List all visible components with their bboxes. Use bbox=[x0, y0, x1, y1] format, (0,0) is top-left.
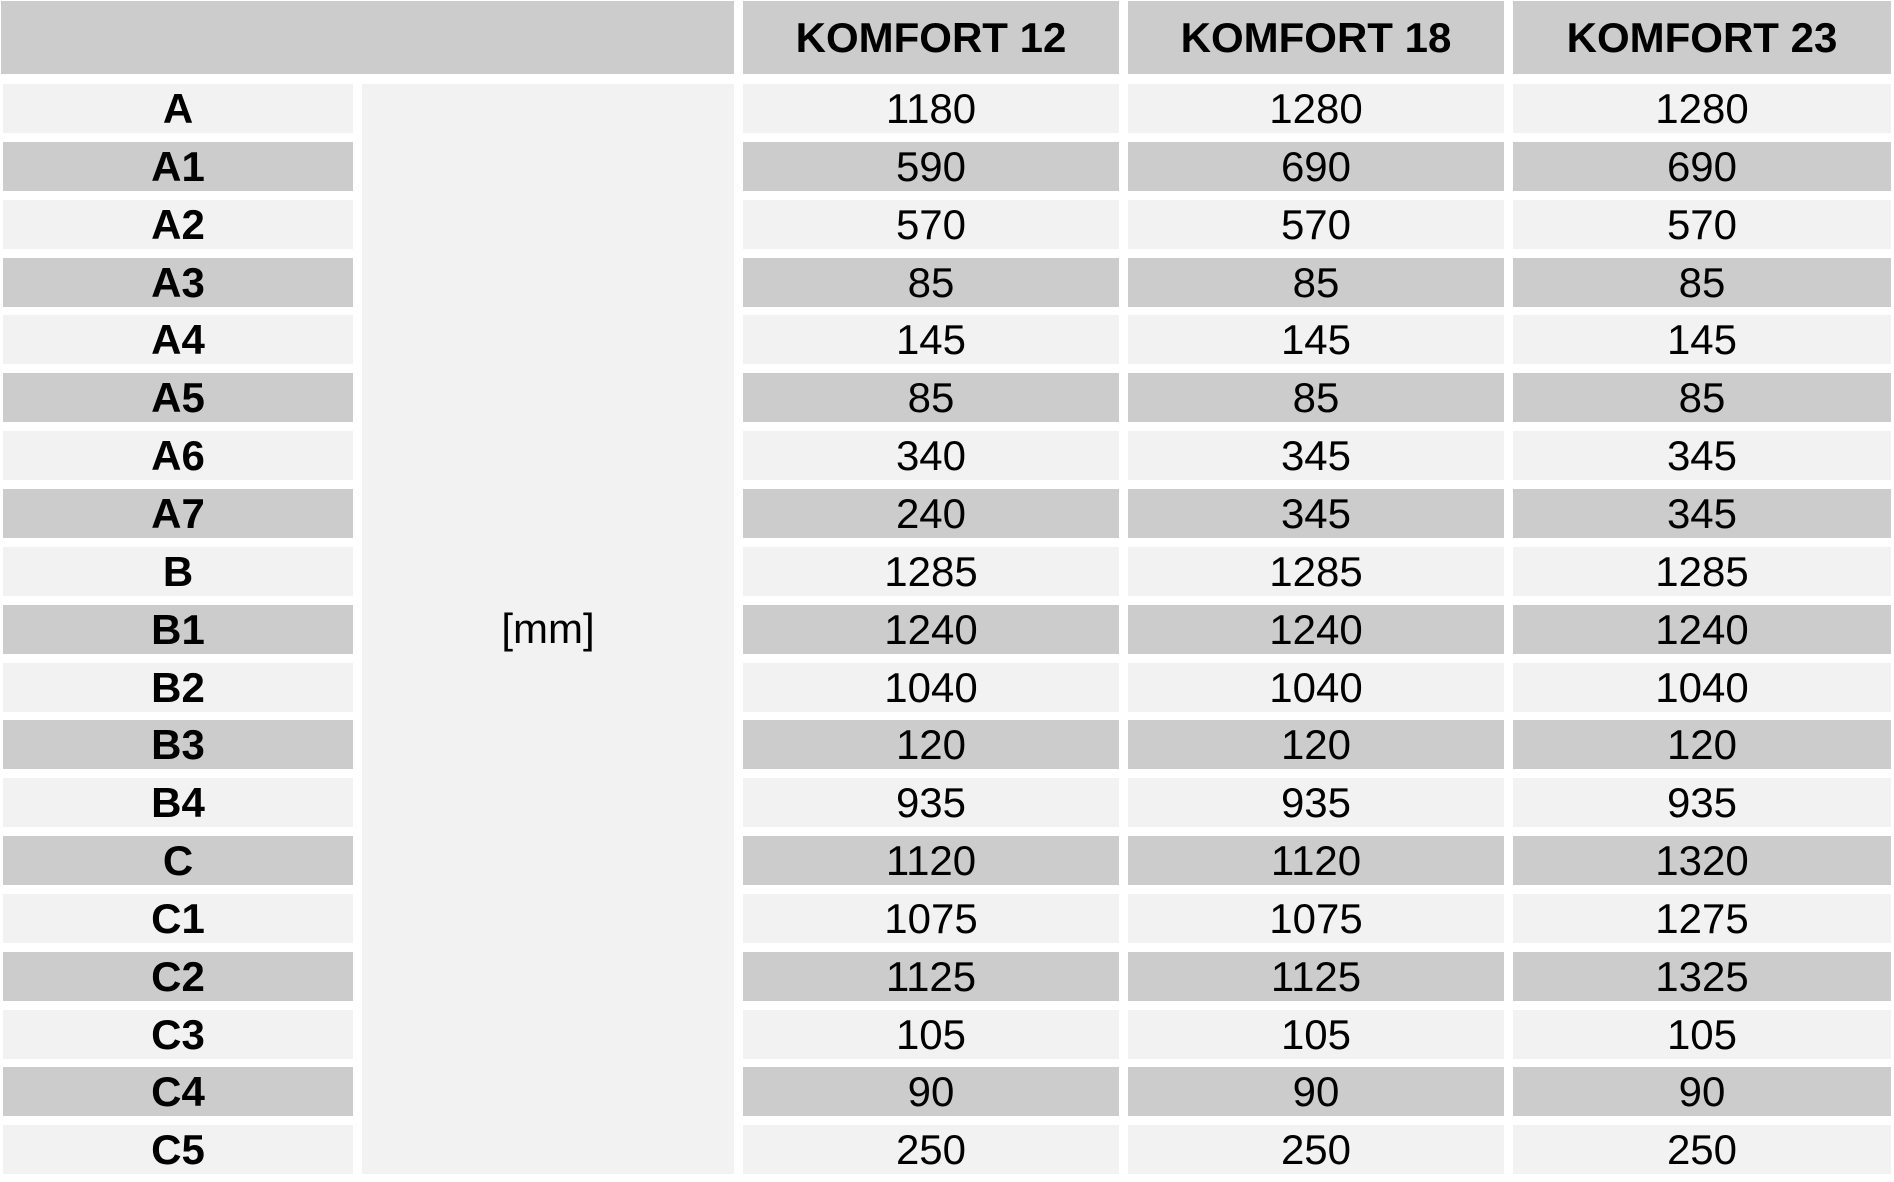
row-label: A1 bbox=[3, 142, 353, 191]
row-label: B4 bbox=[3, 778, 353, 827]
value-cell: 935 bbox=[743, 778, 1119, 827]
value-cell: 120 bbox=[743, 720, 1119, 769]
row-label: C1 bbox=[3, 894, 353, 943]
value-cell: 1180 bbox=[743, 84, 1119, 133]
value-cell: 1325 bbox=[1513, 952, 1891, 1001]
value-cell: 590 bbox=[743, 142, 1119, 191]
value-cell: 85 bbox=[743, 258, 1119, 307]
row-label: C4 bbox=[3, 1067, 353, 1116]
value-cell: 690 bbox=[1513, 142, 1891, 191]
value-cell: 250 bbox=[1513, 1125, 1891, 1174]
value-cell: 935 bbox=[1513, 778, 1891, 827]
value-cell: 85 bbox=[1128, 373, 1504, 422]
value-cell: 1040 bbox=[743, 663, 1119, 712]
value-cell: 570 bbox=[743, 200, 1119, 249]
value-cell: 85 bbox=[1513, 258, 1891, 307]
row-label: C bbox=[3, 836, 353, 885]
value-cell: 240 bbox=[743, 489, 1119, 538]
value-cell: 145 bbox=[1513, 315, 1891, 364]
value-cell: 570 bbox=[1128, 200, 1504, 249]
row-label: A4 bbox=[3, 315, 353, 364]
value-cell: 570 bbox=[1513, 200, 1891, 249]
value-cell: 1040 bbox=[1513, 663, 1891, 712]
row-label: B2 bbox=[3, 663, 353, 712]
row-label: A3 bbox=[3, 258, 353, 307]
value-cell: 85 bbox=[1513, 373, 1891, 422]
value-cell: 90 bbox=[1128, 1067, 1504, 1116]
value-cell: 105 bbox=[1128, 1010, 1504, 1059]
value-cell: 1320 bbox=[1513, 836, 1891, 885]
value-cell: 250 bbox=[1128, 1125, 1504, 1174]
value-cell: 1075 bbox=[1128, 894, 1504, 943]
value-cell: 90 bbox=[1513, 1067, 1891, 1116]
value-cell: 145 bbox=[743, 315, 1119, 364]
value-cell: 85 bbox=[1128, 258, 1504, 307]
value-cell: 1280 bbox=[1128, 84, 1504, 133]
unit-cell: [mm] bbox=[362, 84, 734, 1174]
value-cell: 1285 bbox=[1513, 547, 1891, 596]
column-header: KOMFORT 18 bbox=[1128, 1, 1504, 74]
value-cell: 340 bbox=[743, 431, 1119, 480]
value-cell: 1240 bbox=[1128, 605, 1504, 654]
row-label: B1 bbox=[3, 605, 353, 654]
value-cell: 345 bbox=[1513, 431, 1891, 480]
row-label: A2 bbox=[3, 200, 353, 249]
value-cell: 690 bbox=[1128, 142, 1504, 191]
value-cell: 935 bbox=[1128, 778, 1504, 827]
value-cell: 120 bbox=[1128, 720, 1504, 769]
value-cell: 105 bbox=[1513, 1010, 1891, 1059]
row-label: A bbox=[3, 84, 353, 133]
value-cell: 1125 bbox=[743, 952, 1119, 1001]
value-cell: 250 bbox=[743, 1125, 1119, 1174]
value-cell: 345 bbox=[1513, 489, 1891, 538]
value-cell: 1120 bbox=[1128, 836, 1504, 885]
value-cell: 90 bbox=[743, 1067, 1119, 1116]
column-header: KOMFORT 23 bbox=[1513, 1, 1891, 74]
value-cell: 345 bbox=[1128, 431, 1504, 480]
value-cell: 1280 bbox=[1513, 84, 1891, 133]
value-cell: 1120 bbox=[743, 836, 1119, 885]
row-label: A5 bbox=[3, 373, 353, 422]
value-cell: 1275 bbox=[1513, 894, 1891, 943]
column-header: KOMFORT 12 bbox=[743, 1, 1119, 74]
value-cell: 85 bbox=[743, 373, 1119, 422]
value-cell: 1240 bbox=[1513, 605, 1891, 654]
value-cell: 1040 bbox=[1128, 663, 1504, 712]
value-cell: 120 bbox=[1513, 720, 1891, 769]
row-label: C3 bbox=[3, 1010, 353, 1059]
value-cell: 145 bbox=[1128, 315, 1504, 364]
value-cell: 1285 bbox=[743, 547, 1119, 596]
row-label: C5 bbox=[3, 1125, 353, 1174]
row-label: A7 bbox=[3, 489, 353, 538]
value-cell: 1285 bbox=[1128, 547, 1504, 596]
row-label: A6 bbox=[3, 431, 353, 480]
value-cell: 1075 bbox=[743, 894, 1119, 943]
row-label: C2 bbox=[3, 952, 353, 1001]
value-cell: 1125 bbox=[1128, 952, 1504, 1001]
header-blank-cell bbox=[1, 1, 734, 74]
value-cell: 105 bbox=[743, 1010, 1119, 1059]
row-label: B3 bbox=[3, 720, 353, 769]
value-cell: 1240 bbox=[743, 605, 1119, 654]
value-cell: 345 bbox=[1128, 489, 1504, 538]
row-label: B bbox=[3, 547, 353, 596]
